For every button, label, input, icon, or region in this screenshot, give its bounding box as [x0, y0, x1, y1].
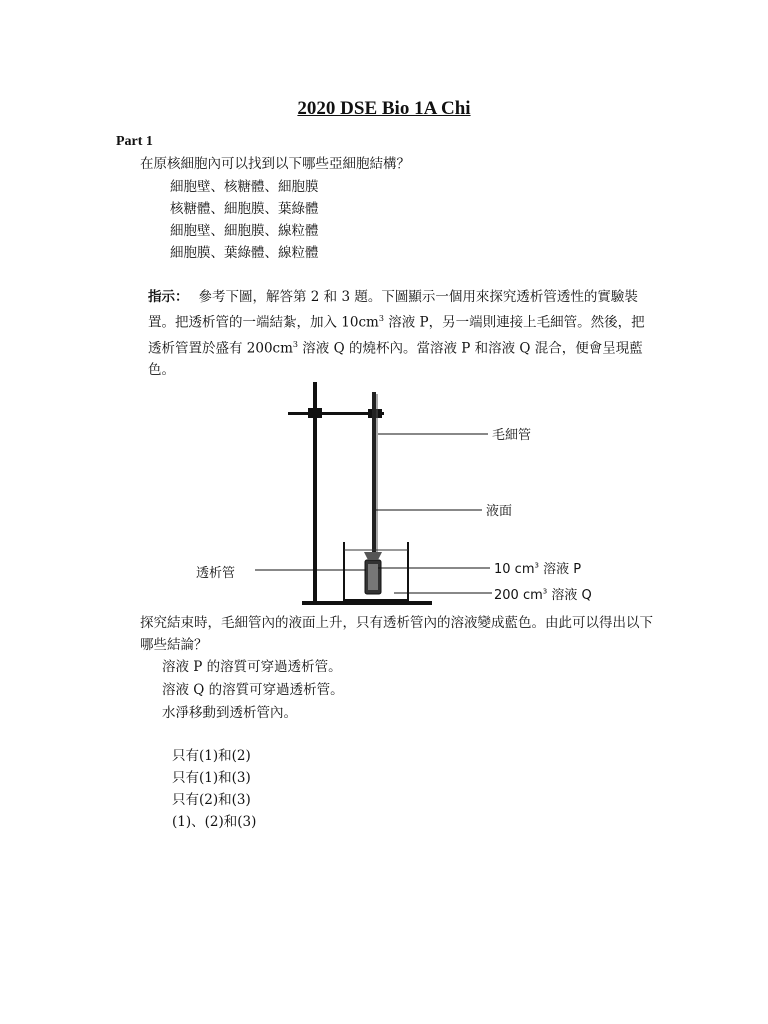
page-title: 2020 DSE Bio 1A Chi [297, 98, 471, 119]
instruction-label: 指示： [148, 289, 189, 305]
tie-knot [364, 552, 382, 560]
q2-statement: 溶液 Q 的溶質可穿過透析管。 [162, 682, 344, 698]
label-solution-p: 10 $cm^3$ 溶液 P [494, 561, 582, 577]
q2-option: 只有(1)和(2) [172, 748, 251, 764]
q2-option: (1)、(2)和(3) [172, 814, 257, 830]
q1-option: 細胞壁、核糖體、細胞膜 [170, 179, 319, 195]
label-capillary: 毛細管 [492, 428, 532, 443]
q1-question: 在原核細胞內可以找到以下哪些亞細胞結構？ [140, 156, 410, 172]
q1-option: 核糖體、細胞膜、葉綠體 [170, 201, 319, 217]
q2-option: 只有(2)和(3) [172, 792, 251, 808]
q1-option: 細胞膜、葉綠體、線粒體 [170, 245, 319, 261]
q1-option: 細胞壁、細胞膜、線粒體 [170, 223, 319, 239]
part-heading: Part 1 [116, 134, 153, 149]
q2-statement: 水淨移動到透析管內。 [162, 705, 297, 721]
experiment-diagram [180, 372, 620, 612]
stand-base [302, 601, 432, 605]
q2-statement: 溶液 P 的溶質可穿過透析管。 [162, 659, 342, 675]
q2-question: 探究結束時，毛細管內的液面上升，只有透析管內的溶液變成藍色。由此可以得出以下哪些結論？ [140, 615, 653, 653]
label-liquid-level: 液面 [486, 504, 513, 519]
label-solution-q: 200 $cm^3$ 溶液 Q [494, 587, 592, 603]
instruction-paragraph: 指示： 參考下圖，解答第 2 和 3 題。下圖顯示一個用來探究透析管透性的實驗裝置。把透析管的一端結紮，加入 $10cm^3$ 溶液 P，另一端則連接上毛細管。然後，把透析管置於盛有 $200cm^3$ 溶液 Q 的燒杯內。當溶液 P 和溶液 Q 混合，便會呈現藍色。 [148, 289, 645, 378]
label-dialysis-tube: 透析管 [196, 566, 236, 581]
capillary-tube [372, 392, 376, 562]
q2-option: 只有(1)和(3) [172, 770, 251, 786]
clamp-boss [308, 408, 322, 418]
